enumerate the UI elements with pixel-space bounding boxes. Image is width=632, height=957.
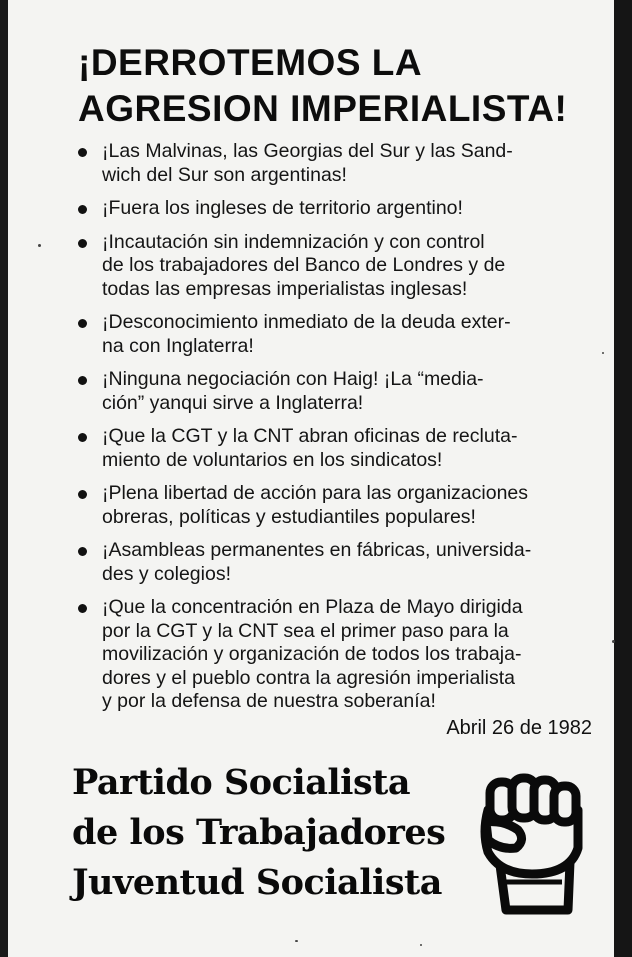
bullet-icon	[78, 239, 87, 248]
bullet-icon	[78, 148, 87, 157]
demand-item: ¡Plena libertad de acción para las organizaciones obreras, políticas y estudiantiles populares!	[72, 482, 607, 529]
headline	[78, 40, 598, 132]
bullet-icon	[78, 433, 87, 442]
scan-left-edge	[0, 0, 8, 957]
demand-item: ¡Que la concentración en Plaza de Mayo dirigida por la CGT y la CNT sea el primer paso para la movilización y organización de todos los trabaja- dores y el pueblo contra la agresión imperialista y por la defensa de nuestra soberanía!	[72, 596, 607, 714]
demand-item: ¡Ninguna negociación con Haig! ¡La “media- ción” yanqui sirve a Inglaterra!	[72, 368, 607, 415]
demand-item: ¡Que la CGT y la CNT abran oficinas de recluta- miento de voluntarios en los sindicatos!	[72, 425, 607, 472]
bullet-icon	[78, 319, 87, 328]
bullet-icon	[78, 490, 87, 499]
raised-fist-icon	[470, 770, 595, 918]
demand-item: ¡Las Malvinas, las Georgias del Sur y las Sand- wich del Sur son argentinas!	[72, 140, 607, 187]
bullet-icon	[78, 205, 87, 214]
issue-date: Abril 26 de 1982	[446, 717, 592, 739]
ink-speck	[295, 940, 298, 942]
demand-item: ¡Fuera los ingleses de territorio argentino!	[72, 197, 607, 221]
organization-line-2: de los Trabajadores	[72, 812, 446, 853]
demand-item: ¡Desconocimiento inmediato de la deuda exter- na con Inglaterra!	[72, 311, 607, 358]
demand-item: ¡Asambleas permanentes en fábricas, universida- des y colegios!	[72, 539, 607, 586]
ink-speck	[420, 944, 422, 946]
organization-line-3: Juventud Socialista	[72, 862, 442, 903]
bullet-icon	[78, 604, 87, 613]
scan-right-edge	[614, 0, 632, 957]
demand-item: ¡Incautación sin indemnización y con control de los trabajadores del Banco de Londres y de todas las empresas imperialistas inglesas!	[72, 231, 607, 302]
headline-line-1: ¡DERROTEMOS LA	[78, 42, 423, 83]
organizations-signature	[72, 758, 445, 908]
ink-speck	[38, 244, 41, 247]
demands-list	[72, 140, 607, 724]
bullet-icon	[78, 376, 87, 385]
headline-line-2: AGRESION IMPERIALISTA!	[78, 88, 568, 129]
organization-line-1: Partido Socialista	[72, 762, 411, 803]
ink-speck	[612, 640, 615, 643]
bullet-icon	[78, 547, 87, 556]
